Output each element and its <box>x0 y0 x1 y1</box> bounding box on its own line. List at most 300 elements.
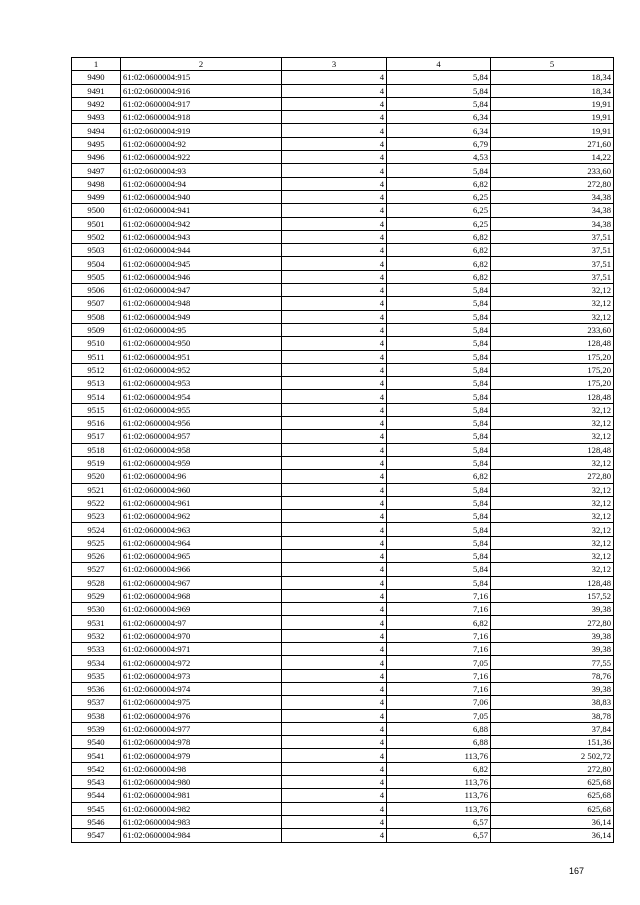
table-cell-col4: 6,25 <box>387 217 491 230</box>
table-row <box>72 124 614 137</box>
table-cell-col1: 9522 <box>72 496 121 509</box>
table-cell-col2: 61:02:0600004:953 <box>121 377 282 390</box>
table-cell-col2: 61:02:0600004:974 <box>121 682 282 695</box>
table-row <box>72 549 614 562</box>
table-cell-col5: 39,38 <box>491 682 614 695</box>
table-cell-col1: 9524 <box>72 523 121 536</box>
table-cell-col3: 4 <box>282 84 387 97</box>
table-cell-col3: 4 <box>282 310 387 323</box>
table-cell-col4: 5,84 <box>387 323 491 336</box>
table-cell-col3: 4 <box>282 829 387 842</box>
table-cell-col4: 5,84 <box>387 510 491 523</box>
table-row <box>72 363 614 376</box>
table-cell-col3: 4 <box>282 217 387 230</box>
table-cell-col1: 9513 <box>72 377 121 390</box>
table-cell-col1: 9535 <box>72 669 121 682</box>
table-cell-col5: 272,80 <box>491 762 614 775</box>
table-cell-col2: 61:02:0600004:943 <box>121 230 282 243</box>
table-cell-col3: 4 <box>282 323 387 336</box>
table-cell-col3: 4 <box>282 656 387 669</box>
table-cell-col2: 61:02:0600004:969 <box>121 603 282 616</box>
table-cell-col3: 4 <box>282 589 387 602</box>
table-row <box>72 536 614 549</box>
table-cell-col4: 6,88 <box>387 736 491 749</box>
table-cell-col4: 6,82 <box>387 470 491 483</box>
table-cell-col4: 5,84 <box>387 563 491 576</box>
table-cell-col2: 61:02:0600004:982 <box>121 802 282 815</box>
table-cell-col3: 4 <box>282 603 387 616</box>
table-cell-col1: 9537 <box>72 696 121 709</box>
table-cell-col5: 18,34 <box>491 84 614 97</box>
table-cell-col1: 9528 <box>72 576 121 589</box>
table-cell-col3: 4 <box>282 789 387 802</box>
table-cell-col3: 4 <box>282 430 387 443</box>
table-cell-col5: 32,12 <box>491 536 614 549</box>
table-row <box>72 257 614 270</box>
table-row <box>72 510 614 523</box>
table-row <box>72 270 614 283</box>
table-cell-col2: 61:02:0600004:951 <box>121 350 282 363</box>
table-cell-col1: 9505 <box>72 270 121 283</box>
table-row <box>72 84 614 97</box>
table-cell-col2: 61:02:0600004:978 <box>121 736 282 749</box>
table-cell-col1: 9491 <box>72 84 121 97</box>
table-cell-col4: 5,84 <box>387 417 491 430</box>
table-row <box>72 815 614 828</box>
table-cell-col4: 6,34 <box>387 111 491 124</box>
table-cell-col4: 113,76 <box>387 802 491 815</box>
table-cell-col3: 4 <box>282 270 387 283</box>
table-cell-col4: 5,84 <box>387 97 491 110</box>
table-cell-col4: 6,57 <box>387 829 491 842</box>
table-cell-col4: 113,76 <box>387 776 491 789</box>
table-cell-col3: 4 <box>282 456 387 469</box>
table-cell-col3: 4 <box>282 643 387 656</box>
table-cell-col2: 61:02:0600004:940 <box>121 190 282 203</box>
table-cell-col4: 113,76 <box>387 789 491 802</box>
table-cell-col5: 32,12 <box>491 297 614 310</box>
table-cell-col1: 9525 <box>72 536 121 549</box>
table-cell-col2: 61:02:0600004:92 <box>121 137 282 150</box>
table-row <box>72 190 614 203</box>
table-cell-col1: 9533 <box>72 643 121 656</box>
table-row <box>72 97 614 110</box>
table-cell-col3: 4 <box>282 815 387 828</box>
table-cell-col3: 4 <box>282 204 387 217</box>
table-cell-col5: 14,22 <box>491 151 614 164</box>
table-cell-col2: 61:02:0600004:917 <box>121 97 282 110</box>
table-cell-col1: 9546 <box>72 815 121 828</box>
table-cell-col1: 9498 <box>72 177 121 190</box>
table-cell-col3: 4 <box>282 417 387 430</box>
table-row <box>72 337 614 350</box>
table-cell-col4: 5,84 <box>387 284 491 297</box>
table-row <box>72 802 614 815</box>
table-row <box>72 297 614 310</box>
table-cell-col5: 233,60 <box>491 323 614 336</box>
table-cell-col4: 5,84 <box>387 549 491 562</box>
table-cell-col5: 2 502,72 <box>491 749 614 762</box>
table-cell-col5: 128,48 <box>491 390 614 403</box>
table-cell-col4: 6,82 <box>387 257 491 270</box>
table-row <box>72 669 614 682</box>
table-cell-col2: 61:02:0600004:97 <box>121 616 282 629</box>
table-cell-col5: 32,12 <box>491 284 614 297</box>
table-cell-col1: 9502 <box>72 230 121 243</box>
table-cell-col5: 38,83 <box>491 696 614 709</box>
table-cell-col1: 9504 <box>72 257 121 270</box>
table-cell-col5: 77,55 <box>491 656 614 669</box>
column-header-2: 2 <box>121 58 282 71</box>
table-cell-col4: 5,84 <box>387 310 491 323</box>
table-cell-col4: 5,84 <box>387 443 491 456</box>
table-cell-col1: 9532 <box>72 629 121 642</box>
table-row <box>72 696 614 709</box>
table-row <box>72 762 614 775</box>
table-cell-col1: 9541 <box>72 749 121 762</box>
table-cell-col5: 175,20 <box>491 377 614 390</box>
table-cell-col5: 233,60 <box>491 164 614 177</box>
table-cell-col5: 625,68 <box>491 776 614 789</box>
table-cell-col2: 61:02:0600004:980 <box>121 776 282 789</box>
table-cell-col2: 61:02:0600004:944 <box>121 244 282 257</box>
table-cell-col2: 61:02:0600004:979 <box>121 749 282 762</box>
table-cell-col2: 61:02:0600004:984 <box>121 829 282 842</box>
table-cell-col3: 4 <box>282 669 387 682</box>
table-cell-col5: 78,76 <box>491 669 614 682</box>
table-cell-col3: 4 <box>282 709 387 722</box>
table-cell-col4: 6,57 <box>387 815 491 828</box>
table-cell-col5: 32,12 <box>491 456 614 469</box>
table-cell-col1: 9534 <box>72 656 121 669</box>
table-cell-col1: 9493 <box>72 111 121 124</box>
table-cell-col5: 19,91 <box>491 97 614 110</box>
table-cell-col3: 4 <box>282 137 387 150</box>
table-cell-col3: 4 <box>282 164 387 177</box>
column-header-4: 4 <box>387 58 491 71</box>
table-cell-col3: 4 <box>282 111 387 124</box>
table-cell-col3: 4 <box>282 350 387 363</box>
table-row <box>72 603 614 616</box>
table-cell-col3: 4 <box>282 483 387 496</box>
table-cell-col3: 4 <box>282 682 387 695</box>
table-cell-col3: 4 <box>282 190 387 203</box>
table-cell-col5: 37,51 <box>491 244 614 257</box>
table-row <box>72 164 614 177</box>
table-cell-col1: 9516 <box>72 417 121 430</box>
table-cell-col5: 37,51 <box>491 257 614 270</box>
table-header-row <box>72 58 614 71</box>
table-row <box>72 789 614 802</box>
table-cell-col3: 4 <box>282 284 387 297</box>
table-cell-col2: 61:02:0600004:959 <box>121 456 282 469</box>
table-cell-col4: 7,16 <box>387 603 491 616</box>
table-row <box>72 230 614 243</box>
table-cell-col2: 61:02:0600004:966 <box>121 563 282 576</box>
table-cell-col5: 32,12 <box>491 549 614 562</box>
table-row <box>72 350 614 363</box>
table-cell-col2: 61:02:0600004:94 <box>121 177 282 190</box>
table-cell-col5: 36,14 <box>491 815 614 828</box>
table-cell-col2: 61:02:0600004:965 <box>121 549 282 562</box>
table-cell-col2: 61:02:0600004:98 <box>121 762 282 775</box>
table-cell-col2: 61:02:0600004:95 <box>121 323 282 336</box>
table-cell-col4: 5,84 <box>387 337 491 350</box>
table-cell-col3: 4 <box>282 97 387 110</box>
table-cell-col5: 38,78 <box>491 709 614 722</box>
table-cell-col5: 39,38 <box>491 629 614 642</box>
table-cell-col1: 9518 <box>72 443 121 456</box>
table-row <box>72 749 614 762</box>
table-cell-col3: 4 <box>282 736 387 749</box>
table-cell-col3: 4 <box>282 523 387 536</box>
table-cell-col1: 9512 <box>72 363 121 376</box>
table-cell-col2: 61:02:0600004:945 <box>121 257 282 270</box>
table-cell-col4: 5,84 <box>387 483 491 496</box>
table-cell-col5: 39,38 <box>491 603 614 616</box>
table-cell-col3: 4 <box>282 576 387 589</box>
table-cell-col5: 272,80 <box>491 616 614 629</box>
table-cell-col3: 4 <box>282 510 387 523</box>
table-cell-col1: 9539 <box>72 722 121 735</box>
table-cell-col2: 61:02:0600004:963 <box>121 523 282 536</box>
table-cell-col1: 9530 <box>72 603 121 616</box>
table-cell-col1: 9514 <box>72 390 121 403</box>
table-cell-col4: 5,84 <box>387 536 491 549</box>
table-cell-col5: 37,51 <box>491 230 614 243</box>
table-cell-col5: 32,12 <box>491 430 614 443</box>
table-cell-col3: 4 <box>282 363 387 376</box>
table-cell-col5: 32,12 <box>491 523 614 536</box>
table-row <box>72 217 614 230</box>
table-cell-col3: 4 <box>282 536 387 549</box>
table-row <box>72 137 614 150</box>
table-cell-col4: 7,16 <box>387 589 491 602</box>
table-row <box>72 563 614 576</box>
table-cell-col4: 7,16 <box>387 629 491 642</box>
table-cell-col5: 37,84 <box>491 722 614 735</box>
table-cell-col4: 5,84 <box>387 350 491 363</box>
table-cell-col2: 61:02:0600004:983 <box>121 815 282 828</box>
table-cell-col4: 5,84 <box>387 496 491 509</box>
table-cell-col2: 61:02:0600004:956 <box>121 417 282 430</box>
table-cell-col4: 5,84 <box>387 377 491 390</box>
table-cell-col2: 61:02:0600004:919 <box>121 124 282 137</box>
table-cell-col2: 61:02:0600004:968 <box>121 589 282 602</box>
table-cell-col2: 61:02:0600004:942 <box>121 217 282 230</box>
table-cell-col4: 5,84 <box>387 390 491 403</box>
table-cell-col5: 32,12 <box>491 496 614 509</box>
table-row <box>72 177 614 190</box>
table-cell-col2: 61:02:0600004:973 <box>121 669 282 682</box>
table-cell-col3: 4 <box>282 151 387 164</box>
table-cell-col2: 61:02:0600004:960 <box>121 483 282 496</box>
table-cell-col3: 4 <box>282 377 387 390</box>
table-cell-col4: 6,82 <box>387 177 491 190</box>
table-cell-col2: 61:02:0600004:955 <box>121 403 282 416</box>
table-row <box>72 776 614 789</box>
table-cell-col1: 9536 <box>72 682 121 695</box>
table-cell-col5: 19,91 <box>491 124 614 137</box>
table-cell-col1: 9517 <box>72 430 121 443</box>
table-row <box>72 722 614 735</box>
table-row <box>72 589 614 602</box>
cadastral-table <box>71 57 614 843</box>
table-cell-col5: 39,38 <box>491 643 614 656</box>
table-cell-col1: 9542 <box>72 762 121 775</box>
table-cell-col5: 272,80 <box>491 177 614 190</box>
table-cell-col5: 272,80 <box>491 470 614 483</box>
table-cell-col4: 5,84 <box>387 297 491 310</box>
table-row <box>72 736 614 749</box>
table-cell-col5: 151,36 <box>491 736 614 749</box>
table-row <box>72 430 614 443</box>
table-row <box>72 523 614 536</box>
table-row <box>72 629 614 642</box>
table-cell-col2: 61:02:0600004:976 <box>121 709 282 722</box>
table-cell-col1: 9538 <box>72 709 121 722</box>
table-cell-col2: 61:02:0600004:970 <box>121 629 282 642</box>
table-cell-col4: 7,16 <box>387 682 491 695</box>
table-cell-col3: 4 <box>282 696 387 709</box>
table-cell-col4: 5,84 <box>387 71 491 84</box>
table-cell-col2: 61:02:0600004:971 <box>121 643 282 656</box>
table-cell-col2: 61:02:0600004:96 <box>121 470 282 483</box>
table-cell-col1: 9494 <box>72 124 121 137</box>
table-cell-col4: 5,84 <box>387 164 491 177</box>
table-cell-col1: 9510 <box>72 337 121 350</box>
table-cell-col4: 7,05 <box>387 656 491 669</box>
table-row <box>72 284 614 297</box>
table-row <box>72 377 614 390</box>
table-cell-col3: 4 <box>282 776 387 789</box>
table-cell-col3: 4 <box>282 244 387 257</box>
table-row <box>72 323 614 336</box>
table-row <box>72 71 614 84</box>
table-cell-col4: 5,84 <box>387 84 491 97</box>
table-cell-col4: 5,84 <box>387 576 491 589</box>
table-row <box>72 470 614 483</box>
table-cell-col2: 61:02:0600004:949 <box>121 310 282 323</box>
table-cell-col2: 61:02:0600004:977 <box>121 722 282 735</box>
table-cell-col2: 61:02:0600004:947 <box>121 284 282 297</box>
table-row <box>72 483 614 496</box>
table-cell-col5: 625,68 <box>491 802 614 815</box>
table-row <box>72 709 614 722</box>
table-cell-col5: 37,51 <box>491 270 614 283</box>
table-cell-col5: 175,20 <box>491 350 614 363</box>
table-row <box>72 829 614 842</box>
column-header-1: 1 <box>72 58 121 71</box>
table-cell-col1: 9531 <box>72 616 121 629</box>
table-cell-col5: 36,14 <box>491 829 614 842</box>
table-row <box>72 496 614 509</box>
table-row <box>72 151 614 164</box>
table-cell-col2: 61:02:0600004:957 <box>121 430 282 443</box>
table-cell-col5: 34,38 <box>491 204 614 217</box>
column-header-5: 5 <box>491 58 614 71</box>
table-cell-col3: 4 <box>282 443 387 456</box>
table-cell-col3: 4 <box>282 802 387 815</box>
table-cell-col2: 61:02:0600004:967 <box>121 576 282 589</box>
table-cell-col5: 34,38 <box>491 190 614 203</box>
table-cell-col4: 7,05 <box>387 709 491 722</box>
table-cell-col3: 4 <box>282 496 387 509</box>
table-cell-col3: 4 <box>282 390 387 403</box>
table-cell-col3: 4 <box>282 749 387 762</box>
table-cell-col1: 9495 <box>72 137 121 150</box>
table-cell-col1: 9544 <box>72 789 121 802</box>
table-cell-col1: 9523 <box>72 510 121 523</box>
table-cell-col4: 6,79 <box>387 137 491 150</box>
table-cell-col2: 61:02:0600004:941 <box>121 204 282 217</box>
table-row <box>72 643 614 656</box>
table-cell-col3: 4 <box>282 257 387 270</box>
table-cell-col2: 61:02:0600004:958 <box>121 443 282 456</box>
table-cell-col2: 61:02:0600004:948 <box>121 297 282 310</box>
table-cell-col4: 6,82 <box>387 270 491 283</box>
table-cell-col3: 4 <box>282 230 387 243</box>
table-cell-col3: 4 <box>282 563 387 576</box>
table-cell-col1: 9519 <box>72 456 121 469</box>
table-cell-col1: 9501 <box>72 217 121 230</box>
table-cell-col5: 128,48 <box>491 576 614 589</box>
table-cell-col1: 9521 <box>72 483 121 496</box>
table-cell-col1: 9526 <box>72 549 121 562</box>
table-cell-col1: 9507 <box>72 297 121 310</box>
table-body <box>72 71 614 842</box>
table-cell-col4: 6,25 <box>387 190 491 203</box>
table-row <box>72 204 614 217</box>
table-cell-col3: 4 <box>282 762 387 775</box>
table-cell-col4: 7,06 <box>387 696 491 709</box>
table-cell-col5: 157,52 <box>491 589 614 602</box>
table-cell-col1: 9520 <box>72 470 121 483</box>
table-row <box>72 417 614 430</box>
table-cell-col1: 9547 <box>72 829 121 842</box>
table-cell-col4: 6,82 <box>387 230 491 243</box>
table-cell-col2: 61:02:0600004:961 <box>121 496 282 509</box>
table-cell-col1: 9543 <box>72 776 121 789</box>
table-cell-col3: 4 <box>282 616 387 629</box>
table-cell-col2: 61:02:0600004:952 <box>121 363 282 376</box>
table-cell-col5: 271,60 <box>491 137 614 150</box>
table-cell-col4: 6,34 <box>387 124 491 137</box>
table-cell-col5: 19,91 <box>491 111 614 124</box>
table-cell-col1: 9499 <box>72 190 121 203</box>
table-cell-col3: 4 <box>282 549 387 562</box>
table-row <box>72 390 614 403</box>
table-cell-col5: 128,48 <box>491 337 614 350</box>
table-cell-col3: 4 <box>282 629 387 642</box>
table-cell-col1: 9490 <box>72 71 121 84</box>
table-cell-col1: 9497 <box>72 164 121 177</box>
table-cell-col1: 9503 <box>72 244 121 257</box>
table-cell-col1: 9509 <box>72 323 121 336</box>
table-cell-col1: 9496 <box>72 151 121 164</box>
table-cell-col5: 32,12 <box>491 563 614 576</box>
table-cell-col4: 6,82 <box>387 616 491 629</box>
page-number: 167 <box>568 866 584 876</box>
table-cell-col4: 6,25 <box>387 204 491 217</box>
table-row <box>72 682 614 695</box>
table-cell-col3: 4 <box>282 124 387 137</box>
table-cell-col2: 61:02:0600004:915 <box>121 71 282 84</box>
table-cell-col1: 9540 <box>72 736 121 749</box>
table-cell-col4: 5,84 <box>387 363 491 376</box>
table-cell-col4: 6,82 <box>387 762 491 775</box>
table-cell-col3: 4 <box>282 177 387 190</box>
